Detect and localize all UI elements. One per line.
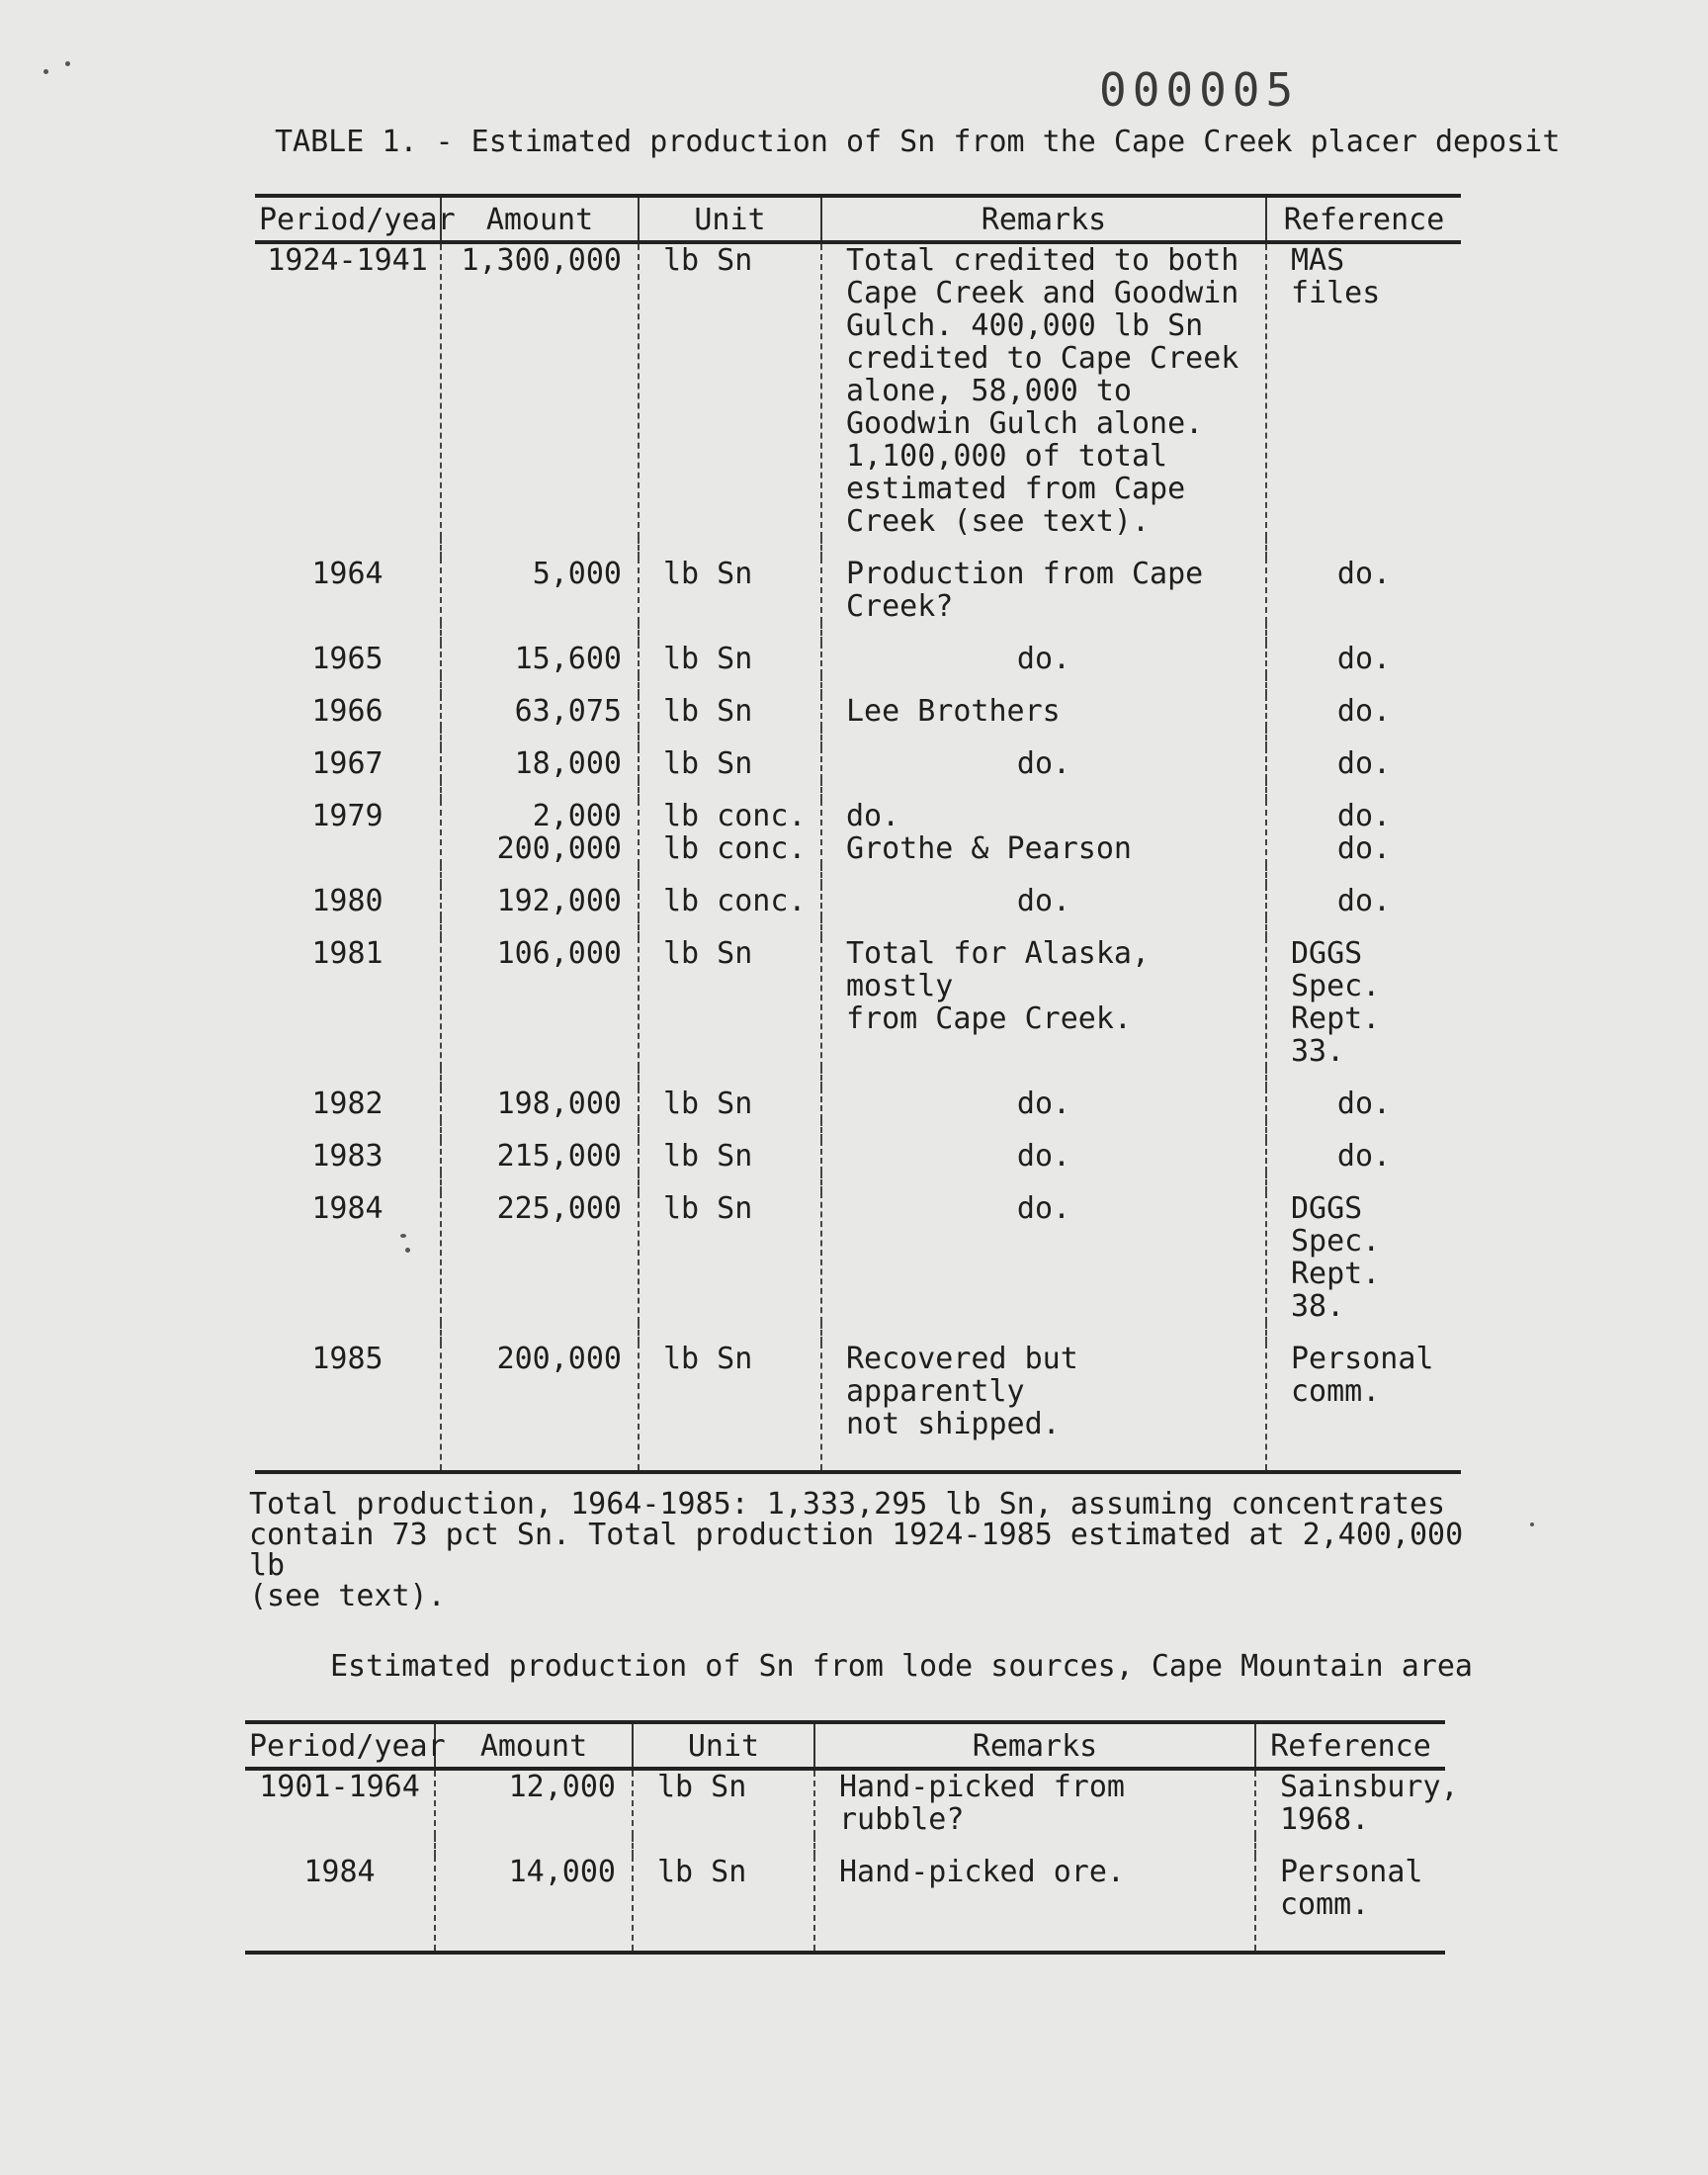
page-number: 000005 xyxy=(1099,63,1300,117)
remarks-cell: do. xyxy=(821,1192,1266,1323)
table-row xyxy=(255,1140,1461,1173)
spacer-cell xyxy=(441,780,639,800)
reference-cell: do. xyxy=(1266,747,1461,780)
spacer-cell xyxy=(639,1068,821,1088)
period-cell: 1924-1941 xyxy=(267,243,428,278)
unit-cell: lb Sn xyxy=(633,1856,814,1953)
remarks-cell: do. xyxy=(821,747,1266,780)
spacer-cell xyxy=(1266,1120,1461,1140)
header-remarks: Remarks xyxy=(814,1722,1255,1769)
period-cell: 1984 xyxy=(245,1856,435,1953)
row-spacer xyxy=(255,675,1461,695)
table2-body xyxy=(245,1769,1459,1953)
unit-cell: lb Sn xyxy=(639,1343,821,1472)
amount-cell: 1,300,000 xyxy=(441,242,639,538)
unit-cell: lb Sn xyxy=(633,1769,814,1836)
period-cell: 1966 xyxy=(311,694,384,729)
remarks-cell: do. Grothe & Pearson xyxy=(821,800,1266,865)
unit-cell: lb Sn xyxy=(639,558,821,623)
remarks-cell: Total for Alaska, mostly from Cape Creek. xyxy=(821,937,1266,1068)
spacer-cell xyxy=(1266,675,1461,695)
remarks-cell: do. xyxy=(821,885,1266,917)
remarks-cell: Production from Cape Creek? xyxy=(821,558,1266,623)
amount-cell: 15,600 xyxy=(441,643,639,675)
spacer-cell xyxy=(255,865,441,885)
spacer-cell xyxy=(441,1120,639,1140)
reference-cell: do. xyxy=(1266,1088,1461,1120)
spacer-cell xyxy=(255,623,441,643)
period-cell: 1979 xyxy=(311,799,384,833)
header-reference: Reference xyxy=(1266,196,1461,242)
table-row xyxy=(255,937,1461,1068)
row-spacer xyxy=(255,917,1461,937)
spacer-cell xyxy=(441,1068,639,1088)
spacer-cell xyxy=(441,917,639,937)
reference-cell: do. do. xyxy=(1266,800,1461,865)
header-period: Period/year xyxy=(245,1722,435,1769)
remarks-cell: do. xyxy=(821,1140,1266,1173)
table-row xyxy=(255,1088,1461,1120)
remarks-cell: Recovered but apparently not shipped. xyxy=(821,1343,1266,1472)
reference-cell: do. xyxy=(1266,695,1461,728)
spacer-cell xyxy=(821,728,1266,747)
spacer-cell xyxy=(1266,728,1461,747)
header-period: Period/year xyxy=(255,196,441,242)
remarks-cell: Hand-picked from rubble? xyxy=(814,1769,1255,1836)
spacer-cell xyxy=(1266,865,1461,885)
reference-cell: do. xyxy=(1266,558,1461,623)
spacer-cell xyxy=(255,780,441,800)
spacer-cell xyxy=(1266,1068,1461,1088)
header-amount: Amount xyxy=(441,196,639,242)
table1-header-row xyxy=(255,196,1461,242)
amount-cell: 5,000 xyxy=(441,558,639,623)
remarks-cell: Hand-picked ore. xyxy=(814,1856,1255,1953)
spacer-cell xyxy=(821,623,1266,643)
unit-cell: lb Sn xyxy=(639,1192,821,1323)
table-row xyxy=(255,1343,1461,1472)
table2-title: Estimated production of Sn from lode sources, Cape Mountain area xyxy=(330,1649,1473,1684)
spacer-cell xyxy=(441,623,639,643)
header-unit: Unit xyxy=(639,196,821,242)
row-spacer xyxy=(255,780,1461,800)
remarks-cell: Lee Brothers xyxy=(821,695,1266,728)
spacer-cell xyxy=(821,1323,1266,1343)
spacer-cell xyxy=(821,1068,1266,1088)
row-spacer xyxy=(255,1323,1461,1343)
amount-cell: 63,075 xyxy=(441,695,639,728)
period-cell: 1965 xyxy=(311,642,384,676)
spacer-cell xyxy=(1266,1173,1461,1192)
table1 xyxy=(255,194,1461,1474)
unit-cell: lb Sn xyxy=(639,1140,821,1173)
spacer-cell xyxy=(435,1836,633,1856)
reference-cell: Personal comm. xyxy=(1266,1343,1461,1472)
spacer-cell xyxy=(255,675,441,695)
period-cell: 1984 xyxy=(311,1191,384,1226)
period-cell: 1982 xyxy=(311,1087,384,1121)
spacer-cell xyxy=(255,1068,441,1088)
spacer-cell xyxy=(245,1836,435,1856)
unit-cell: lb conc. lb conc. xyxy=(639,800,821,865)
row-spacer xyxy=(255,728,1461,747)
header-amount: Amount xyxy=(435,1722,633,1769)
table-row xyxy=(255,242,1461,538)
amount-cell: 215,000 xyxy=(441,1140,639,1173)
table1-footnote: Total production, 1964-1985: 1,333,295 lb Sn, assuming concentrates contain 73 pct Sn. Total production 1924-1985 estimated at 2,400,000 lb (see text). xyxy=(249,1487,1464,1613)
row-spacer xyxy=(245,1836,1445,1856)
period-cell: 1964 xyxy=(311,557,384,591)
table-row xyxy=(245,1856,1445,1953)
reference-cell: DGGS Spec. Rept. 33. xyxy=(1266,937,1461,1068)
table-row xyxy=(255,800,1461,865)
table-row xyxy=(255,695,1461,728)
period-cell: 1901-1964 xyxy=(259,1770,420,1804)
spacer-cell xyxy=(821,538,1266,558)
reference-cell: do. xyxy=(1266,885,1461,917)
scan-speck xyxy=(43,69,48,74)
spacer-cell xyxy=(814,1836,1255,1856)
reference-cell: do. xyxy=(1266,643,1461,675)
row-spacer xyxy=(255,1068,1461,1088)
spacer-cell xyxy=(639,1173,821,1192)
row-spacer xyxy=(255,538,1461,558)
spacer-cell xyxy=(821,1173,1266,1192)
table2-header-row xyxy=(245,1722,1445,1769)
period-cell: 1967 xyxy=(311,746,384,781)
spacer-cell xyxy=(441,865,639,885)
spacer-cell xyxy=(639,675,821,695)
table-row xyxy=(255,558,1461,623)
scan-speck xyxy=(1530,1522,1534,1526)
amount-cell: 200,000 xyxy=(441,1343,639,1472)
header-reference: Reference xyxy=(1255,1722,1445,1769)
spacer-cell xyxy=(821,675,1266,695)
spacer-cell xyxy=(639,623,821,643)
table2 xyxy=(245,1720,1459,1955)
spacer-cell xyxy=(441,728,639,747)
reference-cell: Personal comm. xyxy=(1255,1856,1445,1953)
amount-cell: 2,000 200,000 xyxy=(441,800,639,865)
scan-speck xyxy=(400,1234,406,1238)
spacer-cell xyxy=(441,538,639,558)
spacer-cell xyxy=(1266,1323,1461,1343)
spacer-cell xyxy=(821,917,1266,937)
reference-cell: DGGS Spec. Rept. 38. xyxy=(1266,1192,1461,1323)
period-cell: 1981 xyxy=(311,936,384,971)
period-cell: 1983 xyxy=(311,1139,384,1174)
spacer-cell xyxy=(441,675,639,695)
spacer-cell xyxy=(1255,1836,1445,1856)
table-row xyxy=(255,1192,1461,1323)
spacer-cell xyxy=(639,865,821,885)
amount-cell: 12,000 xyxy=(435,1769,633,1836)
spacer-cell xyxy=(441,1323,639,1343)
spacer-cell xyxy=(821,780,1266,800)
amount-cell: 198,000 xyxy=(441,1088,639,1120)
amount-cell: 106,000 xyxy=(441,937,639,1068)
spacer-cell xyxy=(441,1173,639,1192)
table-row xyxy=(255,885,1461,917)
unit-cell: lb Sn xyxy=(639,747,821,780)
reference-cell: MAS files xyxy=(1266,242,1461,538)
spacer-cell xyxy=(255,728,441,747)
spacer-cell xyxy=(633,1836,814,1856)
unit-cell: lb Sn xyxy=(639,643,821,675)
spacer-cell xyxy=(639,1323,821,1343)
amount-cell: 225,000 xyxy=(441,1192,639,1323)
table-row xyxy=(255,643,1461,675)
table1-title: TABLE 1. - Estimated production of Sn from the Cape Creek placer deposit xyxy=(275,125,1561,159)
spacer-cell xyxy=(821,1120,1266,1140)
row-spacer xyxy=(255,1120,1461,1140)
spacer-cell xyxy=(639,728,821,747)
unit-cell: lb conc. xyxy=(639,885,821,917)
spacer-cell xyxy=(639,1120,821,1140)
row-spacer xyxy=(255,865,1461,885)
unit-cell: lb Sn xyxy=(639,695,821,728)
remarks-cell: do. xyxy=(821,643,1266,675)
amount-cell: 18,000 xyxy=(441,747,639,780)
scan-speck xyxy=(65,61,70,66)
row-spacer xyxy=(255,1173,1461,1192)
spacer-cell xyxy=(639,538,821,558)
unit-cell: lb Sn xyxy=(639,1088,821,1120)
unit-cell: lb Sn xyxy=(639,937,821,1068)
table1-body xyxy=(255,242,1461,1472)
unit-cell: lb Sn xyxy=(639,242,821,538)
remarks-cell: Total credited to both Cape Creek and Goodwin Gulch. 400,000 lb Sn credited to Cape Creek alone, 58,000 to Goodwin Gulch alone. 1,100,000 of total estimated from Cape Creek (see text). xyxy=(821,242,1266,538)
scan-speck xyxy=(405,1248,410,1253)
table-row xyxy=(255,747,1461,780)
spacer-cell xyxy=(639,917,821,937)
spacer-cell xyxy=(255,538,441,558)
row-spacer xyxy=(255,623,1461,643)
amount-cell: 14,000 xyxy=(435,1856,633,1953)
remarks-cell: do. xyxy=(821,1088,1266,1120)
reference-cell: do. xyxy=(1266,1140,1461,1173)
period-cell: 1980 xyxy=(311,884,384,918)
spacer-cell xyxy=(821,865,1266,885)
amount-cell: 192,000 xyxy=(441,885,639,917)
spacer-cell xyxy=(1266,917,1461,937)
reference-cell: Sainsbury, 1968. xyxy=(1255,1769,1445,1836)
table-row xyxy=(245,1769,1445,1836)
period-cell: 1985 xyxy=(255,1343,441,1472)
spacer-cell xyxy=(1266,780,1461,800)
spacer-cell xyxy=(1266,623,1461,643)
spacer-cell xyxy=(255,1120,441,1140)
spacer-cell xyxy=(255,917,441,937)
header-unit: Unit xyxy=(633,1722,814,1769)
spacer-cell xyxy=(1266,538,1461,558)
header-remarks: Remarks xyxy=(821,196,1266,242)
spacer-cell xyxy=(255,1323,441,1343)
spacer-cell xyxy=(639,780,821,800)
spacer-cell xyxy=(255,1173,441,1192)
